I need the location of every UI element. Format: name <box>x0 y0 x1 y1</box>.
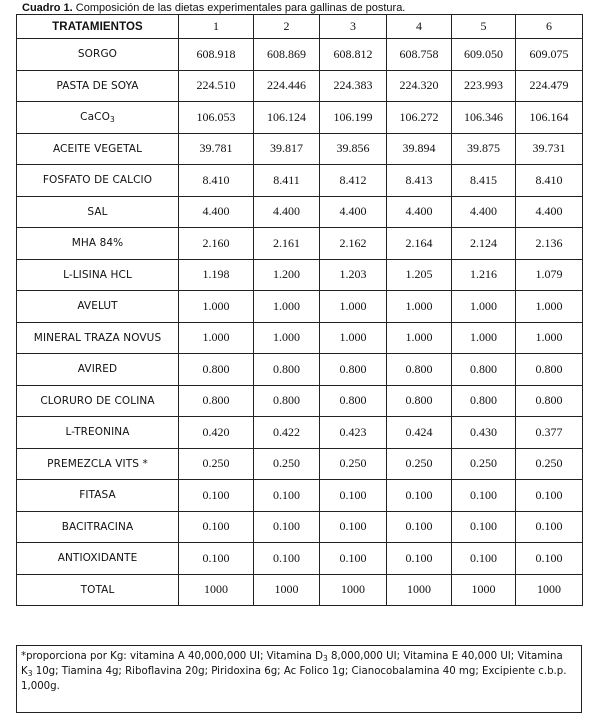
value-cell: 1.205 <box>387 259 452 291</box>
value-cell: 1.000 <box>516 322 583 354</box>
value-cell: 0.800 <box>387 354 452 386</box>
ingredient-cell <box>17 543 179 575</box>
value-cell: 608.918 <box>179 39 254 71</box>
value-cell: 0.800 <box>516 385 583 417</box>
value-cell: 0.100 <box>387 543 452 575</box>
ingredient-name: L-LISINA HCL <box>63 268 132 281</box>
caption-text: Composición de las dietas experimentales para gallinas de postura. <box>72 2 406 14</box>
table-row <box>17 291 583 323</box>
value-cell: 0.800 <box>387 385 452 417</box>
value-cell: 1000 <box>387 574 452 606</box>
footnote-text-1: *proporciona por Kg: vitamina A 40,000,000 UI; Vitamina D <box>21 651 324 662</box>
value-cell: 2.164 <box>387 228 452 260</box>
value-cell: 0.100 <box>452 543 516 575</box>
value-cell: 1000 <box>179 574 254 606</box>
ingredient-name: FITASA <box>79 489 116 502</box>
value-cell: 2.160 <box>179 228 254 260</box>
table-row <box>17 354 583 386</box>
header-treatment-3: 3 <box>320 15 387 39</box>
table-row <box>17 417 583 449</box>
footnote-subscript-2: 3 <box>27 669 33 678</box>
ingredient-cell <box>17 196 179 228</box>
value-cell: 0.250 <box>254 448 320 480</box>
value-cell: 0.100 <box>387 480 452 512</box>
value-cell: 39.731 <box>516 133 583 165</box>
ingredient-cell <box>17 102 179 134</box>
value-cell: 39.817 <box>254 133 320 165</box>
value-cell: 4.400 <box>179 196 254 228</box>
value-cell: 0.422 <box>254 417 320 449</box>
ingredient-cell <box>17 259 179 291</box>
ingredient-name: L-TREONINA <box>65 426 130 439</box>
value-cell: 0.250 <box>320 448 387 480</box>
header-treatment-2: 2 <box>254 15 320 39</box>
table-footnote <box>16 645 582 713</box>
ingredient-cell <box>17 574 179 606</box>
value-cell: 1.000 <box>179 322 254 354</box>
ingredient-name: MHA 84% <box>71 237 124 250</box>
table-row <box>17 259 583 291</box>
ingredient-cell <box>17 322 179 354</box>
value-cell: 4.400 <box>320 196 387 228</box>
value-cell: 0.100 <box>452 511 516 543</box>
value-cell: 0.377 <box>516 417 583 449</box>
value-cell: 2.136 <box>516 228 583 260</box>
table-caption <box>22 1 405 15</box>
value-cell: 4.400 <box>387 196 452 228</box>
value-cell: 0.100 <box>387 511 452 543</box>
ingredient-name: AVELUT <box>77 300 118 313</box>
value-cell: 0.424 <box>387 417 452 449</box>
value-cell: 106.346 <box>452 102 516 134</box>
value-cell: 106.164 <box>516 102 583 134</box>
value-cell: 1.000 <box>320 291 387 323</box>
footnote-text-3: 10g; Tiamina 4g; Riboflavina 20g; Piridoxina 6g; Ac Folico 1g; Cianocobalamina 40 mg; Excipiente c.b.p. 1,000g. <box>21 666 567 692</box>
value-cell: 1.000 <box>179 291 254 323</box>
ingredient-name: CaCO <box>80 111 110 124</box>
value-cell: 1000 <box>452 574 516 606</box>
table-row <box>17 165 583 197</box>
value-cell: 224.446 <box>254 70 320 102</box>
value-cell: 8.412 <box>320 165 387 197</box>
table-row <box>17 574 583 606</box>
table-row <box>17 543 583 575</box>
ingredient-cell <box>17 228 179 260</box>
value-cell: 0.800 <box>452 385 516 417</box>
value-cell: 8.415 <box>452 165 516 197</box>
value-cell: 1.200 <box>254 259 320 291</box>
value-cell: 608.812 <box>320 39 387 71</box>
value-cell: 8.411 <box>254 165 320 197</box>
value-cell: 609.075 <box>516 39 583 71</box>
table-row <box>17 228 583 260</box>
ingredient-name: CLORURO DE COLINA <box>40 394 155 407</box>
table-row <box>17 196 583 228</box>
header-treatment-6: 6 <box>516 15 583 39</box>
value-cell: 0.100 <box>516 480 583 512</box>
ingredient-name: PREMEZCLA VITS * <box>47 457 148 470</box>
value-cell: 2.161 <box>254 228 320 260</box>
value-cell: 106.199 <box>320 102 387 134</box>
ingredient-subscript: 3 <box>109 115 115 125</box>
value-cell: 0.800 <box>320 385 387 417</box>
value-cell: 0.100 <box>179 543 254 575</box>
value-cell: 4.400 <box>452 196 516 228</box>
value-cell: 1.000 <box>516 291 583 323</box>
value-cell: 0.100 <box>452 480 516 512</box>
value-cell: 0.250 <box>516 448 583 480</box>
caption-label: Cuadro 1. <box>22 2 73 14</box>
value-cell: 1.000 <box>452 322 516 354</box>
value-cell: 1.000 <box>254 322 320 354</box>
ingredient-name: FOSFATO DE CALCIO <box>42 174 153 187</box>
value-cell: 0.800 <box>516 354 583 386</box>
value-cell: 8.413 <box>387 165 452 197</box>
value-cell: 1.198 <box>179 259 254 291</box>
value-cell: 1.216 <box>452 259 516 291</box>
ingredient-name: TOTAL <box>80 583 115 596</box>
value-cell: 106.053 <box>179 102 254 134</box>
ingredient-cell <box>17 385 179 417</box>
value-cell: 1.203 <box>320 259 387 291</box>
value-cell: 39.781 <box>179 133 254 165</box>
table-row <box>17 102 583 134</box>
value-cell: 224.383 <box>320 70 387 102</box>
value-cell: 8.410 <box>179 165 254 197</box>
value-cell: 608.758 <box>387 39 452 71</box>
table-row <box>17 385 583 417</box>
value-cell: 4.400 <box>254 196 320 228</box>
value-cell: 0.100 <box>516 543 583 575</box>
value-cell: 1000 <box>254 574 320 606</box>
table-row <box>17 39 583 71</box>
value-cell: 8.410 <box>516 165 583 197</box>
value-cell: 2.162 <box>320 228 387 260</box>
ingredient-name: SAL <box>87 205 108 218</box>
value-cell: 0.420 <box>179 417 254 449</box>
value-cell: 0.100 <box>320 543 387 575</box>
value-cell: 0.800 <box>320 354 387 386</box>
ingredient-name: PASTA DE SOYA <box>56 79 139 92</box>
value-cell: 0.100 <box>320 480 387 512</box>
value-cell: 223.993 <box>452 70 516 102</box>
value-cell: 0.100 <box>516 511 583 543</box>
value-cell: 0.423 <box>320 417 387 449</box>
ingredient-name: ACEITE VEGETAL <box>52 142 143 155</box>
value-cell: 224.479 <box>516 70 583 102</box>
table-header-row <box>17 15 583 39</box>
value-cell: 0.100 <box>254 480 320 512</box>
ingredient-cell <box>17 448 179 480</box>
value-cell: 39.894 <box>387 133 452 165</box>
value-cell: 1000 <box>516 574 583 606</box>
header-treatment-5: 5 <box>452 15 516 39</box>
value-cell: 106.124 <box>254 102 320 134</box>
value-cell: 0.100 <box>254 511 320 543</box>
value-cell: 4.400 <box>516 196 583 228</box>
value-cell: 1.000 <box>320 322 387 354</box>
value-cell: 1.079 <box>516 259 583 291</box>
header-treatment-1: 1 <box>179 15 254 39</box>
table-row <box>17 70 583 102</box>
ingredient-cell <box>17 354 179 386</box>
ingredient-cell <box>17 480 179 512</box>
value-cell: 0.800 <box>452 354 516 386</box>
value-cell: 106.272 <box>387 102 452 134</box>
footnote-text-2: 8,000,000 UI; Vitamina E 40,000 UI; Vitamina K <box>21 651 563 677</box>
value-cell: 0.430 <box>452 417 516 449</box>
value-cell: 0.800 <box>254 354 320 386</box>
value-cell: 0.250 <box>179 448 254 480</box>
ingredient-name: MINERAL TRAZA NOVUS <box>33 331 162 344</box>
ingredient-cell <box>17 165 179 197</box>
value-cell: 1.000 <box>254 291 320 323</box>
ingredient-cell <box>17 291 179 323</box>
ingredient-name: ANTIOXIDANTE <box>57 552 138 565</box>
ingredient-cell <box>17 70 179 102</box>
value-cell: 1.000 <box>387 291 452 323</box>
table-row <box>17 133 583 165</box>
ingredient-cell <box>17 133 179 165</box>
value-cell: 2.124 <box>452 228 516 260</box>
value-cell: 609.050 <box>452 39 516 71</box>
header-treatment-4: 4 <box>387 15 452 39</box>
value-cell: 0.100 <box>179 511 254 543</box>
value-cell: 0.100 <box>179 480 254 512</box>
value-cell: 608.869 <box>254 39 320 71</box>
value-cell: 1.000 <box>452 291 516 323</box>
ingredient-name: AVIRED <box>77 363 118 376</box>
ingredient-cell <box>17 417 179 449</box>
footnote-subscript-1: 3 <box>323 654 328 663</box>
value-cell: 0.800 <box>179 354 254 386</box>
table-row <box>17 511 583 543</box>
table-row <box>17 448 583 480</box>
value-cell: 0.250 <box>452 448 516 480</box>
value-cell: 39.875 <box>452 133 516 165</box>
value-cell: 1.000 <box>387 322 452 354</box>
value-cell: 0.250 <box>387 448 452 480</box>
value-cell: 224.510 <box>179 70 254 102</box>
value-cell: 0.100 <box>254 543 320 575</box>
ingredient-name: SORGO <box>77 48 118 61</box>
ingredient-name: BACITRACINA <box>61 520 134 533</box>
table-row <box>17 480 583 512</box>
value-cell: 0.800 <box>179 385 254 417</box>
value-cell: 0.800 <box>254 385 320 417</box>
ingredient-cell <box>17 39 179 71</box>
value-cell: 1000 <box>320 574 387 606</box>
value-cell: 0.100 <box>320 511 387 543</box>
header-tratamientos: TRATAMIENTOS <box>17 15 179 39</box>
table-row <box>17 322 583 354</box>
value-cell: 224.320 <box>387 70 452 102</box>
ingredient-cell <box>17 511 179 543</box>
diet-composition-table <box>16 14 583 606</box>
value-cell: 39.856 <box>320 133 387 165</box>
